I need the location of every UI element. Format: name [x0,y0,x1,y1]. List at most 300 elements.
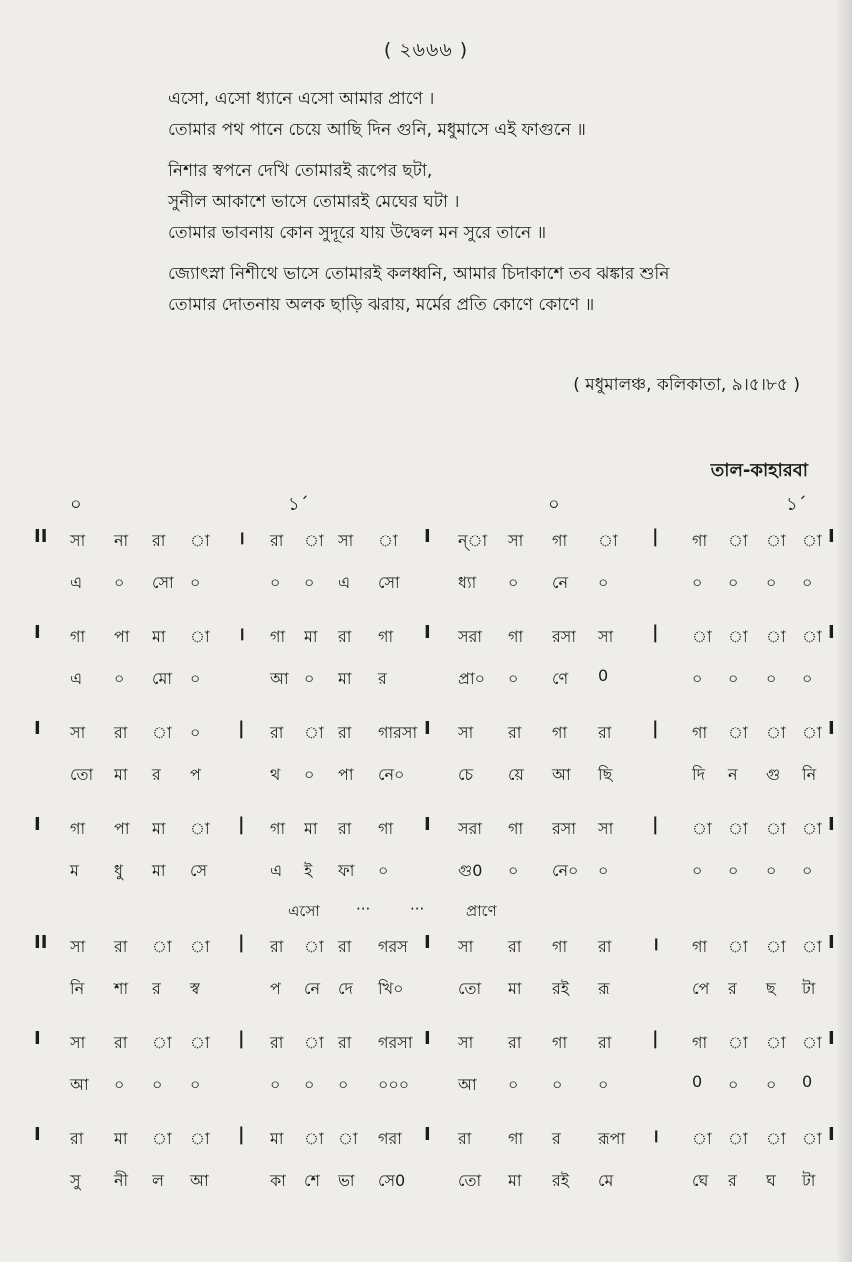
swara-cell: মা [270,1129,284,1148]
swara-cell: া [152,1129,172,1148]
lyric-cell: ধ্যা [458,573,477,592]
refrain-end: প্রাণে [466,902,497,920]
swara-cell: া [728,531,748,550]
swara-cell: রা [270,1033,284,1052]
lyric-cell: র [728,979,737,998]
lyric-cell: ০ [304,1075,315,1094]
lyric-cell: পে [692,979,710,998]
swara-cell: গরসা [378,1033,413,1052]
lyric-cell: ০ [766,861,777,880]
bar-separator: I [828,814,835,835]
notation-swara-row [0,808,852,850]
lyric-cell: এ [70,573,83,592]
swara-cell: া [338,1129,358,1148]
lyric-cell: শে [304,1171,320,1190]
swara-cell: া [728,723,748,742]
lyric-cell: র [728,1171,737,1190]
lyric-cell: রই [552,1171,570,1190]
lyric-cell: ০ [766,573,777,592]
lyric-cell: সে0 [378,1171,406,1190]
tala-label: তাল-কাহারবা [710,460,808,481]
lyric-cell: রূ [598,979,610,998]
swara-cell: রা [508,937,522,956]
bar-separator: | [652,814,659,835]
lyric-cell: আ [458,1075,477,1094]
lyric-cell: চে [458,765,474,784]
notation-table [0,520,852,1206]
lyric-cell: ঘ [766,1171,776,1190]
notation-lyric-row [0,1064,852,1110]
beat-markers [0,490,852,514]
lyric-cell: সে [190,861,208,880]
swara-cell: গা [552,1033,568,1052]
swara-cell: গা [70,819,86,838]
swara-cell: গা [552,723,568,742]
swara-cell: রা [338,627,352,646]
bar-separator: I [828,718,835,739]
poem-line: জ্যোৎস্না নিশীথে ভাসে তোমারই কলধ্বনি, আমার চিদাকাশে তব ঝঙ্কার শুনি [168,264,670,284]
swara-cell: া [304,723,324,742]
bar-separator: I [828,932,835,953]
lyric-cell: খি০ [378,979,404,998]
swara-cell: গা [378,627,394,646]
lyric-cell: ভা [338,1171,355,1190]
lyric-cell: রই [552,979,570,998]
lyric-cell: 0 [598,666,609,685]
lyric-cell: মা [508,979,522,998]
swara-cell: সা [458,1033,474,1052]
lyric-cell: ০ [190,573,201,592]
lyric-cell: ০ [508,669,519,688]
lyric-cell: ই [304,861,313,880]
poem-line: নিশার স্বপনে দেখি তোমারই রূপের ছটা, [168,161,433,181]
bar-separator: | [238,1028,245,1049]
bar-separator: | [238,814,245,835]
lyric-cell: ০ [114,573,125,592]
swara-cell: া [802,1129,822,1148]
swara-cell: া [802,1033,822,1052]
swara-cell: া [728,1129,748,1148]
lyric-cell: এ [338,573,351,592]
lyric-cell: তো [458,979,482,998]
swara-cell: গা [552,531,568,550]
swara-cell: া [766,819,786,838]
notation-lyric-row [0,658,852,704]
swara-cell: রা [270,937,284,956]
lyric-cell: প্রা০ [458,669,485,688]
swara-cell: ন্‌া [458,531,488,550]
swara-cell: রা [70,1129,84,1148]
lyric-cell: ০ [152,1075,163,1094]
notation-block-2 [0,926,852,1206]
bar-separator: II [34,932,48,953]
lyric-cell: টা [802,1171,816,1190]
bar-separator: । [652,1126,659,1147]
poem-text [168,84,828,321]
swara-cell: গা [378,819,394,838]
swara-cell: মা [114,1129,128,1148]
swara-cell: না [114,531,129,550]
lyric-cell: নে [552,573,569,592]
lyric-cell: আ [70,1075,89,1094]
lyric-cell: ধু [114,861,123,880]
swara-cell: া [728,627,748,646]
lyric-cell: ০ [692,861,703,880]
notation-lyric-row [0,850,852,896]
poem-line: তোমার দোতনায় অলক ছাড়ি ঝরায়, মর্মের প্রতি কোণে কোণে ॥ [168,295,595,315]
swara-cell: পা [114,627,130,646]
poem-stanza [168,259,828,321]
swara-cell: া [802,627,822,646]
lyric-cell: ল [152,1171,164,1190]
swara-cell: গা [70,627,86,646]
notation-lyric-row [0,754,852,800]
lyric-cell: ০ [508,861,519,880]
lyric-cell: ০ [728,861,739,880]
swara-cell: গা [692,531,708,550]
lyric-cell: নে [304,979,321,998]
bar-separator: I [424,526,431,547]
swara-cell: গা [692,937,708,956]
poem-stanza [168,156,828,249]
swara-cell: সা [508,531,524,550]
swara-cell: া [304,937,324,956]
bar-separator: I [424,1124,431,1145]
bar-separator: । [238,624,245,645]
lyric-cell: গু [766,765,781,784]
notation-lyric-row [0,968,852,1014]
swara-cell: া [766,531,786,550]
notation-swara-row [0,1022,852,1064]
poem-line: সুনীল আকাশে ভাসে তোমারই মেঘের ঘটা । [168,192,460,212]
lyric-cell: ০ [304,765,315,784]
lyric-cell: নি [70,979,85,998]
swara-cell: গা [552,937,568,956]
bar-separator: I [424,1028,431,1049]
swara-cell: গা [508,627,524,646]
notation-swara-row [0,1118,852,1160]
notation-swara-row [0,616,852,658]
swara-cell: া [766,1033,786,1052]
swara-cell: রা [114,937,128,956]
refrain-dots: ··· [356,900,371,918]
swara-cell: গা [508,819,524,838]
swara-cell: া [766,627,786,646]
poem-stanza [168,84,828,146]
lyric-cell: শা [114,979,129,998]
swara-cell: া [152,1033,172,1052]
swara-cell: রা [338,819,352,838]
bar-separator: I [828,1124,835,1145]
swara-cell: র [552,1129,561,1148]
swara-cell: সা [70,937,86,956]
lyric-cell: ০ [692,573,703,592]
lyric-cell: 0 [802,1072,813,1091]
lyric-cell: নি [802,765,817,784]
swara-cell: পা [114,819,130,838]
swara-cell: া [766,937,786,956]
lyric-cell: ণে [552,669,569,688]
bar-separator: I [34,622,41,643]
swara-cell: রা [508,1033,522,1052]
swara-cell: সা [458,723,474,742]
swara-cell: া [802,723,822,742]
lyric-cell: ০ [728,669,739,688]
poem-line: এসো, এসো ধ্যানে এসো আমার প্রাণে । [168,89,435,109]
swara-cell: সা [338,531,354,550]
bar-separator: | [238,1124,245,1145]
swara-cell: া [378,531,398,550]
swara-cell: া [152,937,172,956]
notation-swara-row [0,926,852,968]
lyric-cell: ০ [508,1075,519,1094]
notation-lyric-row [0,1160,852,1206]
lyric-cell: ন [728,765,738,784]
poem-line: তোমার পথ পানে চেয়ে আছি দিন গুনি, মধুমাসে এই ফাগুনে ॥ [168,120,586,140]
bar-separator: | [652,622,659,643]
lyric-cell: সো [378,573,400,592]
lyric-cell: য়ে [508,765,524,784]
swara-cell: সরা [458,819,483,838]
swara-cell: া [304,531,324,550]
lyric-cell: ০ [114,1075,125,1094]
swara-cell: া [190,1129,210,1148]
swara-cell: রা [270,723,284,742]
lyric-cell: ঘে [692,1171,709,1190]
lyric-cell: ০ [802,669,813,688]
lyric-cell: ০ [190,1075,201,1094]
swara-cell: া [766,723,786,742]
swara-cell: া [190,1033,210,1052]
swara-cell: া [766,1129,786,1148]
lyric-cell: ম [70,861,79,880]
swara-cell: া [304,1129,324,1148]
swara-cell: া [692,819,712,838]
bar-separator: | [652,1028,659,1049]
swara-cell: গা [692,723,708,742]
lyric-cell: থ [270,765,281,784]
lyric-cell: ফা [338,861,355,880]
lyric-cell: ০ [692,669,703,688]
lyric-cell: মা [114,765,128,784]
bar-separator: I [34,718,41,739]
lyric-cell: মে [598,1171,614,1190]
swara-cell: া [190,819,210,838]
lyric-cell: টা [802,979,816,998]
swara-cell: রা [598,1033,612,1052]
swara-cell: গা [270,627,286,646]
swara-cell: গা [270,819,286,838]
lyric-cell: ০ [114,669,125,688]
bar-separator: I [34,1028,41,1049]
lyric-cell: মো [152,669,173,688]
swara-cell: মা [304,627,318,646]
lyric-cell: মা [338,669,352,688]
lyric-cell: ০ [766,1075,777,1094]
lyric-cell: ০ [270,1075,281,1094]
lyric-cell: প [190,765,201,784]
bar-separator: | [238,932,245,953]
lyric-cell: এ [270,861,283,880]
lyric-cell: সু [70,1171,81,1190]
lyric-cell: তো [458,1171,482,1190]
lyric-cell: ০ [766,669,777,688]
lyric-cell: আ [552,765,571,784]
lyric-cell: ০ [728,573,739,592]
lyric-cell: নে০ [552,861,579,880]
swara-cell: া [598,531,618,550]
bar-separator: II [34,526,48,547]
lyric-cell: ০ [802,861,813,880]
refrain-start: এসো [288,902,320,920]
lyric-cell: ০ [508,573,519,592]
swara-cell: া [190,531,210,550]
swara-cell: সা [70,723,86,742]
bar-separator: I [424,622,431,643]
bar-separator: | [238,718,245,739]
lyric-cell: গু0 [458,861,483,880]
swara-cell: রা [338,723,352,742]
lyric-cell: তো [70,765,94,784]
swara-cell: রা [598,723,612,742]
refrain-dots: ··· [410,900,425,918]
swara-cell: গারসা [378,723,418,742]
lyric-cell: আ [190,1171,209,1190]
swara-cell: সরা [458,627,483,646]
bar-separator: | [652,718,659,739]
swara-cell: া [728,819,748,838]
swara-cell: সা [598,819,614,838]
lyric-cell: 0 [692,1072,703,1091]
bar-separator: । [238,528,245,549]
beat-marker-sam: ১´ [786,494,807,515]
swara-cell: া [802,937,822,956]
swara-cell: মা [152,627,166,646]
lyric-cell: ছ [766,979,776,998]
notation-swara-row [0,520,852,562]
lyric-cell: ০ [338,1075,349,1094]
swara-cell: রসা [552,819,577,838]
swara-cell: গা [508,1129,524,1148]
notation-lyric-row [0,562,852,608]
bar-separator: I [34,814,41,835]
bar-separator: I [828,622,835,643]
bar-separator: I [424,932,431,953]
lyric-cell: র [152,765,161,784]
lyric-cell: ০০০ [378,1075,410,1094]
lyric-cell: পা [338,765,354,784]
swara-cell: রা [114,723,128,742]
lyric-cell: এ [70,669,83,688]
lyric-cell: ০ [270,573,281,592]
lyric-cell: ০ [304,573,315,592]
refrain-cue [0,896,852,926]
bar-separator: I [424,814,431,835]
poem-source: ( মধুমালঞ্চ, কলিকাতা, ৯।৫।৮৫ ) [573,375,800,395]
swara-cell: গা [692,1033,708,1052]
lyric-cell: নী [114,1171,129,1190]
swara-cell: া [728,1033,748,1052]
swara-cell: সা [458,937,474,956]
swara-cell: রা [508,723,522,742]
swara-cell: গরা [378,1129,402,1148]
swara-cell: সা [70,531,86,550]
swara-cell: রা [598,937,612,956]
swara-cell: রা [270,531,284,550]
swara-cell: রা [114,1033,128,1052]
poem-line: তোমার ভাবনায় কোন সুদূরে যায় উদ্বেল মন সুরে তানে ॥ [168,223,547,243]
lyric-cell: সো [152,573,174,592]
lyric-cell: ০ [378,861,389,880]
swara-cell: া [304,1033,324,1052]
lyric-cell: মা [508,1171,522,1190]
bar-separator: I [34,1124,41,1145]
notation-swara-row [0,712,852,754]
swara-cell: রা [152,531,166,550]
swara-cell: গরস [378,937,408,956]
lyric-cell: র [378,669,387,688]
beat-marker-khali: ০ [548,494,560,515]
beat-marker-khali: ০ [70,494,82,515]
lyric-cell: দি [692,765,705,784]
lyric-cell: র [152,979,161,998]
lyric-cell: ০ [190,669,201,688]
lyric-cell: কা [270,1171,286,1190]
swara-cell: া [728,937,748,956]
lyric-cell: মা [152,861,166,880]
lyric-cell: ০ [598,573,609,592]
swara-cell: রসা [552,627,577,646]
swara-cell: মা [152,819,166,838]
lyric-cell: ০ [728,1075,739,1094]
swara-cell: রা [338,1033,352,1052]
swara-cell: া [190,937,210,956]
bar-separator: | [652,526,659,547]
swara-cell: মা [304,819,318,838]
beat-marker-sam: ১´ [288,494,309,515]
lyric-cell: আ [270,669,289,688]
swara-cell: া [692,627,712,646]
swara-cell: রা [458,1129,472,1148]
swara-cell: া [152,723,172,742]
lyric-cell: ০ [552,1075,563,1094]
bar-separator: I [424,718,431,739]
bar-separator: I [828,526,835,547]
lyric-cell: দে [338,979,353,998]
swara-cell: া [190,627,210,646]
lyric-cell: ছি [598,765,613,784]
swara-cell: রূপা [598,1129,626,1148]
swara-cell: সা [598,627,614,646]
swara-cell: ০ [190,723,201,742]
swara-cell: রা [338,937,352,956]
notation-block-1 [0,520,852,896]
swara-cell: সা [70,1033,86,1052]
swara-cell: া [692,1129,712,1148]
lyric-cell: ০ [598,1075,609,1094]
lyric-cell: নে০ [378,765,405,784]
lyric-cell: স্ব [190,979,200,998]
swara-cell: া [802,819,822,838]
bar-separator: I [828,1028,835,1049]
lyric-cell: প [270,979,281,998]
lyric-cell: ০ [304,669,315,688]
lyric-cell: ০ [598,861,609,880]
swara-cell: া [802,531,822,550]
lyric-cell: ০ [802,573,813,592]
bar-separator: । [652,934,659,955]
page-number: ( ২৬৬৬ ) [383,39,469,61]
